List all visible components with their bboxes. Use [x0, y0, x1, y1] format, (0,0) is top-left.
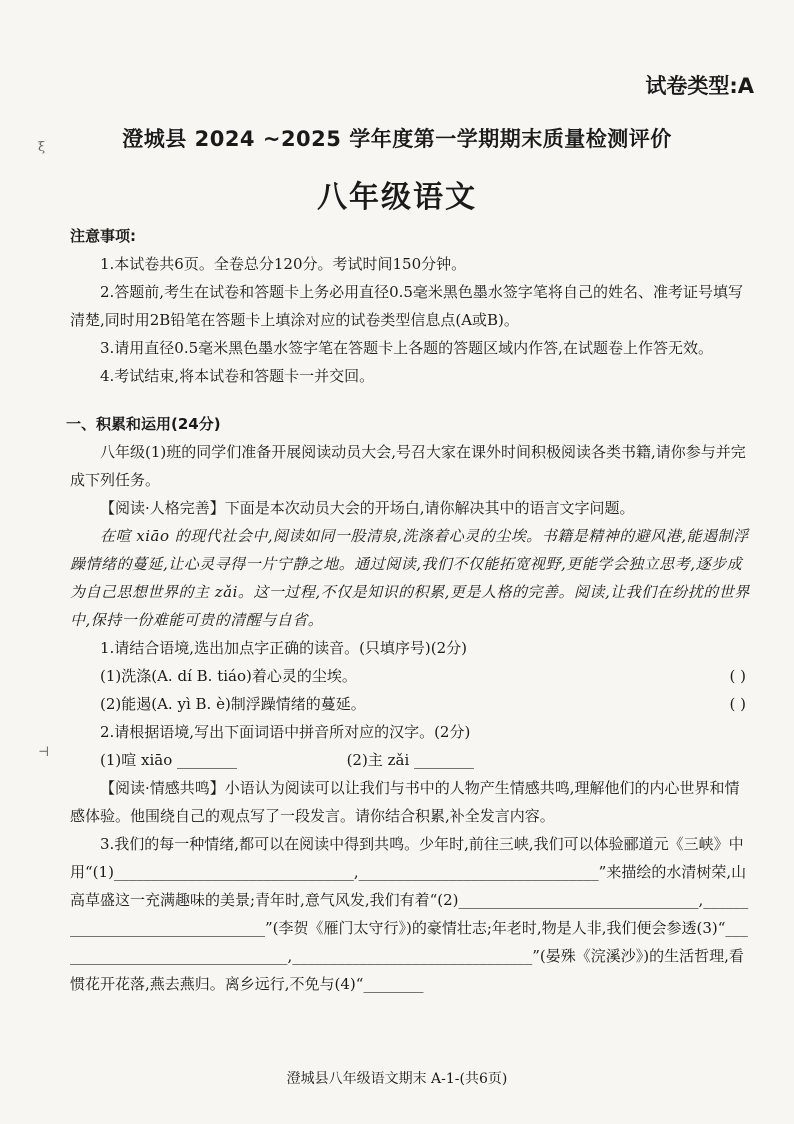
question-1-item	[70, 662, 754, 690]
question-1-item	[70, 690, 754, 718]
question-3: 3.我们的每一种情绪,都可以在阅读中得到共鸣。少年时,前往三峡,我们可以体验郦道元《三峡》中用“(1)________________________________,________________________________”来描绘的水清树荣,山高草盛这一充满趣味的美景;青年时,意气风发,我们有着“(2)________________________________,________________________________”(李贺《雁门太守行》)的豪情壮志;年老时,物是人非,我们便会参透(3)“________________________________,________________________________”(晏殊《浣溪沙》)的生活哲理,看惯花开花落,燕去燕归。离乡远行,不免与(4)“________	[70, 835, 749, 993]
task-label: 【阅读·人格完善】下面是本次动员大会的开场白,请你解决其中的语言文字问题。	[100, 499, 635, 517]
question-2: 2.请根据语境,写出下面词语中拼音所对应的汉字。(2分)	[100, 723, 471, 741]
question-1-option: (2)能遏(A. yì B. è)制浮躁情绪的蔓延。	[100, 695, 366, 713]
section-heading: 一、积累和运用(24分)	[66, 415, 221, 433]
question-1: 1.请结合语境,选出加点字正确的读音。(只填序号)(2分)	[100, 639, 468, 657]
notice-heading: 注意事项:	[70, 227, 136, 245]
exam-title: 澄城县 2024 ~2025 学年度第一学期期末质量检测评价	[122, 127, 672, 151]
question-2-blank[interactable]: (1)喧 xiāo ________	[100, 751, 238, 769]
question-2-blank[interactable]: (2)主 zǎi ________	[346, 751, 475, 769]
notice-item: 1.本试卷共6页。全卷总分120分。考试时间150分钟。	[100, 255, 467, 273]
answer-paren[interactable]: ( )	[729, 667, 746, 685]
notice-item: 3.请用直径0.5毫米黑色墨水签字笔在答题卡上各题的答题区域内作答,在试题卷上作答无效。	[100, 339, 713, 357]
exam-content	[66, 222, 754, 998]
notice-item: 2.答题前,考生在试卷和答题卡上务必用直径0.5毫米黑色墨水签字笔将自己的姓名、准考证号填写清楚,同时用2B铅笔在答题卡上填涂对应的试卷类型信息点(A或B)。	[70, 283, 743, 329]
reading-passage: 在喧 xiāo 的现代社会中,阅读如同一股清泉,洗涤着心灵的尘埃。书籍是精神的避风港,能遏制浮躁情绪的蔓延,让心灵寻得一片宁静之地。通过阅读,我们不仅能拓宽视野,更能学会独立思考,逐步成为自己思想世界的主 zǎi。这一过程,不仅是知识的积累,更是人格的完善。阅读,让我们在纷扰的世界中,保持一份难能可贵的清醒与自省。	[70, 527, 750, 629]
answer-paren[interactable]: ( )	[729, 695, 746, 713]
subject-title: 八年级语文	[317, 180, 477, 215]
task-label: 【阅读·情感共鸣】小语认为阅读可以让我们与书中的人物产生情感共鸣,理解他们的内心世界和情感体验。他围绕自己的观点写了一段发言。请你结合积累,补全发言内容。	[70, 779, 740, 825]
question-1-option: (1)洗涤(A. dí B. tiáo)着心灵的尘埃。	[100, 667, 357, 685]
section-intro: 八年级(1)班的同学们准备开展阅读动员大会,号召大家在课外时间积极阅读各类书籍,请你参与并完成下列任务。	[70, 443, 746, 489]
page-footer: 澄城县八年级语文期末 A-1-(共6页)	[286, 1071, 508, 1087]
paper-type-label: 试卷类型:A	[645, 74, 754, 98]
scan-mark: ξ	[38, 140, 46, 155]
scan-mark: ⊣	[38, 745, 50, 760]
question-2-items	[70, 746, 754, 774]
notice-item: 4.考试结束,将本试卷和答题卡一并交回。	[100, 367, 375, 385]
